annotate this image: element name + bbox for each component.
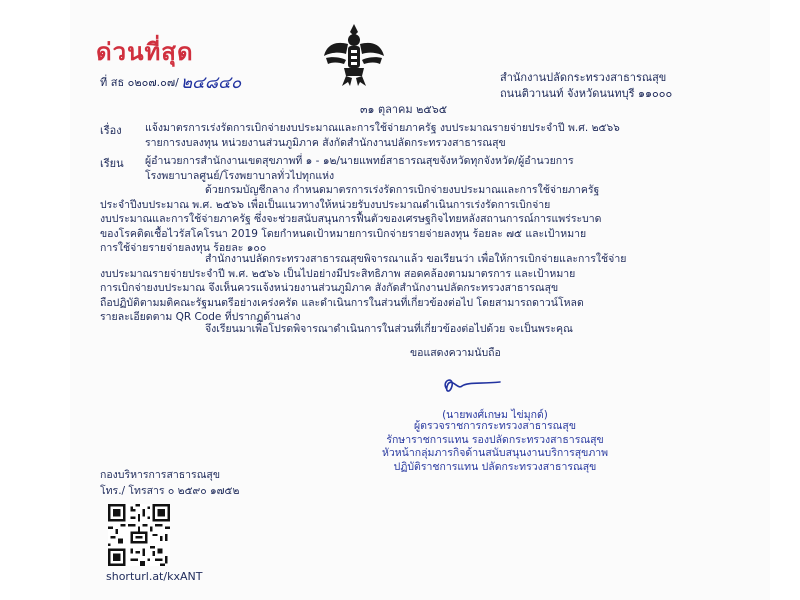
closing-sentence: จึงเรียนมาเพื่อโปรดพิจารณาดำเนินการในส่วนที่เกี่ยวข้องต่อไปด้วย จะเป็นพระคุณ	[205, 323, 573, 335]
paragraph-1	[100, 183, 601, 256]
paragraph-line: ประจำปีงบประมาณ พ.ศ. ๒๕๖๖ เพื่อเป็นแนวทางให้หน่วยรับงบประมาณดำเนินการเร่งรัดการเบิกจ่าย	[100, 198, 551, 211]
paragraph-line: ถือปฏิบัติตามมติคณะรัฐมนตรีอย่างเคร่งครัด และดำเนินการในส่วนที่เกี่ยวข้องต่อไป โดยสามารถดาวน์โหลด	[100, 296, 584, 309]
paragraph-line: งบประมาณและการใช้จ่ายภาครัฐ ซึ่งจะช่วยสนับสนุนการฟื้นตัวของเศรษฐกิจไทยหลังสถานการณ์การแพร่ระบาด	[100, 213, 602, 225]
recipient-line: โรงพยาบาลศูนย์/โรงพยาบาลทั่วไปทุกแห่ง	[145, 169, 335, 182]
paragraph-line: งบประมาณรายจ่ายประจำปี พ.ศ. ๒๕๖๖ เป็นไปอย่างมีประสิทธิภาพ สอดคล้องตามมาตรการ และเป้าหมาย	[100, 267, 576, 280]
paragraph-line: การเบิกจ่ายงบประมาณ จึงเห็นควรแจ้งหน่วยงานส่วนภูมิภาค สังกัดสำนักงานปลัดกระทรวงสาธารณสุข	[100, 282, 559, 294]
paragraph-line: ด้วยกรมบัญชีกลาง กำหนดมาตรการเร่งรัดการเบิกจ่ายงบประมาณและการใช้จ่ายภาครัฐ	[205, 184, 600, 196]
qr-code-icon[interactable]	[108, 504, 170, 566]
signer-title: ปฏิบัติราชการแทน ปลัดกระทรวงสาธารณสุข	[393, 460, 597, 473]
signer-name: (นายพงศ์เกษม ไข่มุกด์)	[442, 409, 548, 421]
paragraph-line: การใช้จ่ายรายจ่ายลงทุน ร้อยละ ๑๐๐	[100, 242, 267, 254]
recipient-line: ผู้อำนวยการสำนักงานเขตสุขภาพที่ ๑ - ๑๒/นายแพทย์สาธารณสุขจังหวัดทุกจังหวัด/ผู้อำนวยการ	[145, 155, 574, 167]
paragraph-line: สำนักงานปลัดกระทรวงสาธารณสุขพิจารณาแล้ว ขอเรียนว่า เพื่อให้การเบิกจ่ายและการใช้จ่าย	[205, 253, 627, 265]
qr-short-link[interactable]: shorturl.at/kxANT	[106, 570, 203, 583]
garuda-emblem-icon	[322, 22, 386, 88]
document-number-handwritten: ๒๔๘๔๐	[180, 73, 242, 93]
signer-title: ผู้ตรวจราชการกระทรวงสาธารณสุข	[413, 420, 576, 432]
signer-titles	[325, 420, 665, 474]
subject-line: รายการงบลงทุน หน่วยงานส่วนภูมิภาค สังกัดสำนักงานปลัดกระทรวงสาธารณสุข	[145, 136, 506, 149]
office-address: ถนนติวานนท์ จังหวัดนนทบุรี ๑๑๐๐๐	[500, 87, 673, 100]
subject-line: แจ้งมาตรการเร่งรัดการเบิกจ่ายงบประมาณและการใช้จ่ายภาครัฐ งบประมาณรายจ่ายประจำปี พ.ศ. ๒๕๖๖	[145, 122, 620, 134]
office-name: สำนักงานปลัดกระทรวงสาธารณสุข	[500, 71, 667, 84]
urgency-label: ด่วนที่สุด	[96, 38, 194, 66]
document-number-prefix: ที่ สธ ๐๒๐๗.๐๗/	[100, 76, 179, 89]
issuing-office	[500, 70, 672, 102]
contact-phone: โทร./ โทรสาร ๐ ๒๕๙๐ ๑๗๕๒	[100, 485, 240, 497]
letter-date: ๓๑ ตุลาคม ๒๕๖๕	[360, 103, 448, 116]
regards: ขอแสดงความนับถือ	[410, 347, 501, 359]
signer-title: รักษาราชการแทน รองปลัดกระทรวงสาธารณสุข	[386, 433, 604, 446]
signature-icon	[440, 372, 510, 398]
signer-title: หัวหน้ากลุ่มภารกิจด้านสนับสนุนงานบริการสุขภาพ	[381, 447, 609, 459]
recipient-text	[145, 154, 574, 183]
subject-text	[145, 121, 620, 150]
paragraph-line: ของโรคติดเชื้อไวรัสโคโรนา 2019 โดยกำหนดเป้าหมายการเบิกจ่ายรายจ่ายลงทุน ร้อยละ ๗๕ และเป้าหมาย	[100, 227, 587, 240]
contact-division: กองบริหารการสาธารณสุข	[100, 469, 221, 481]
recipient-label: เรียน	[100, 157, 124, 170]
paragraph-line: รายละเอียดตาม QR Code ที่ปรากฏด้านล่าง	[100, 311, 301, 323]
document-number	[100, 69, 241, 96]
subject-label: เรื่อง	[100, 124, 122, 137]
paragraph-2	[100, 252, 626, 325]
